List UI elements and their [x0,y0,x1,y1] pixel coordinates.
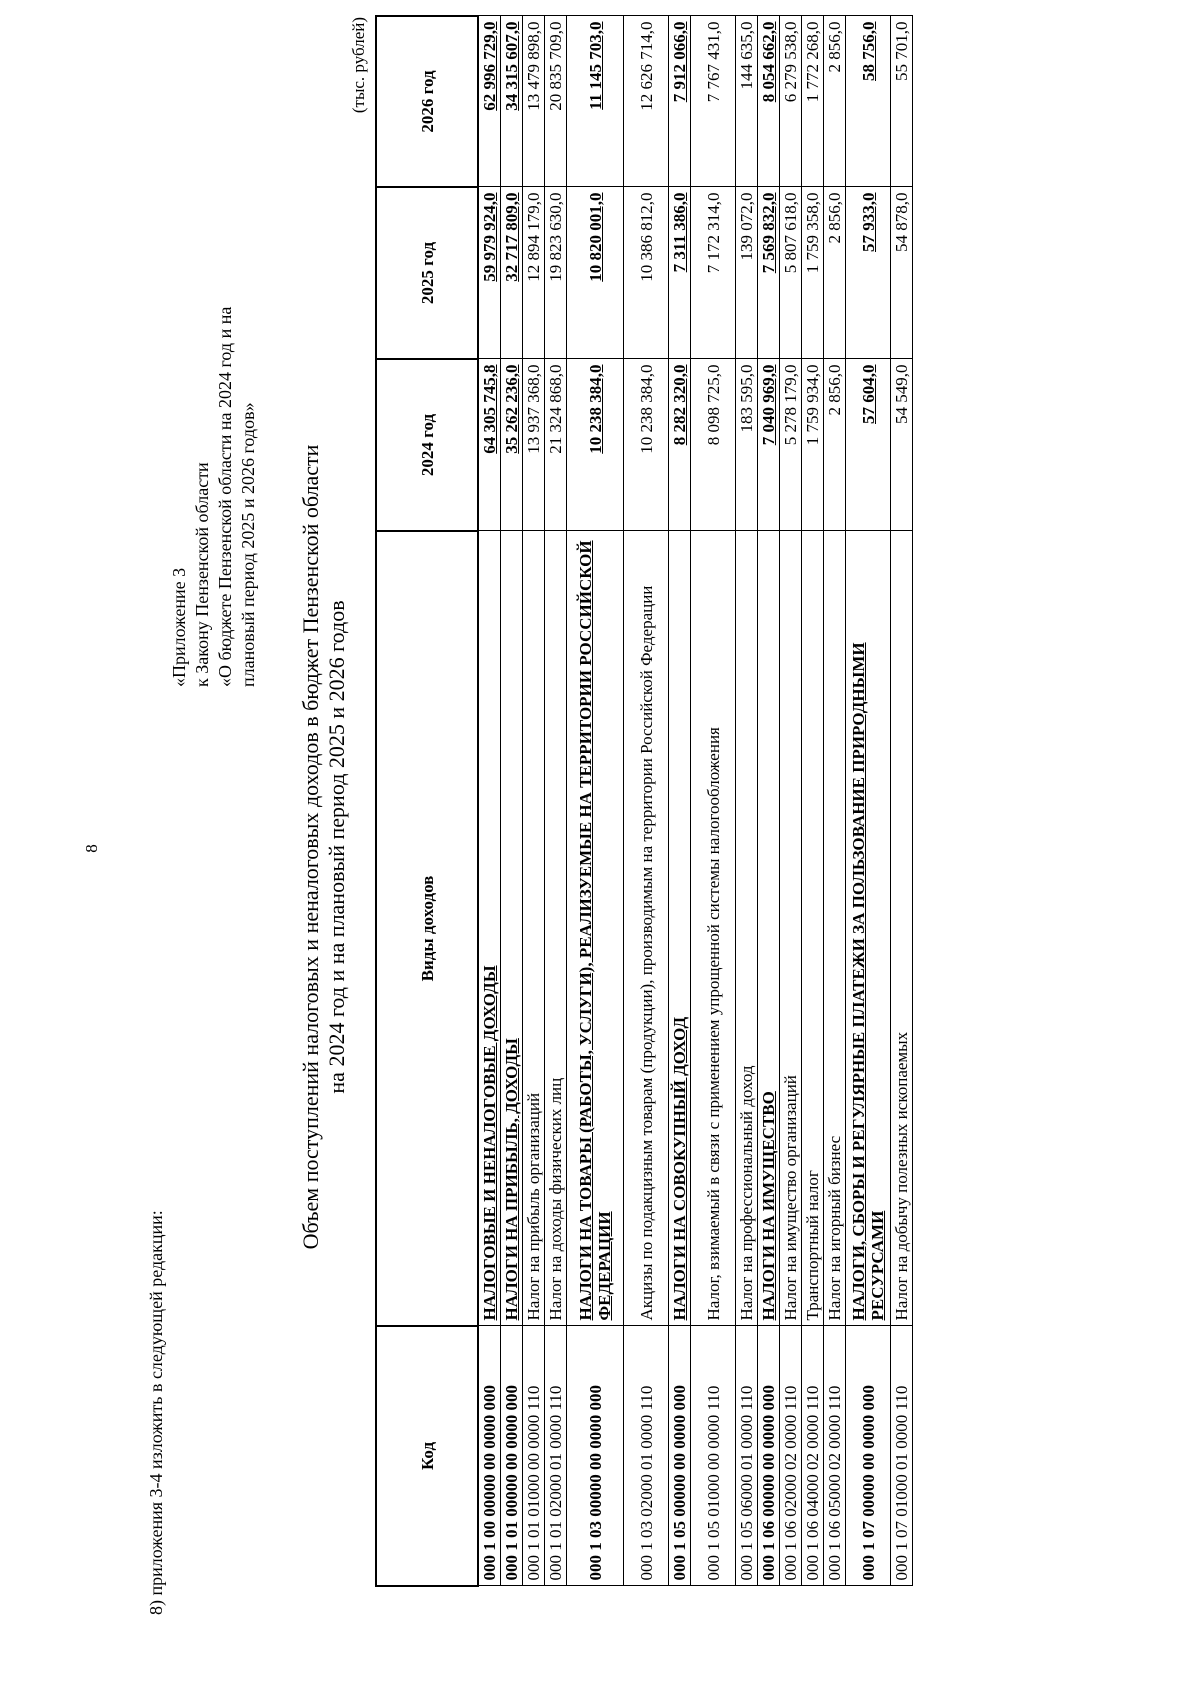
row-name: Налог на имущество организаций [780,531,802,1326]
row-value-2025: 59 979 924,0 [478,187,501,359]
table-row [523,16,545,1586]
row-value-2025: 7 311 386,0 [669,187,691,359]
row-value-2025: 139 072,0 [736,187,758,359]
row-name: НАЛОГИ НА ИМУЩЕСТВО [758,531,780,1326]
appendix-header [168,307,260,687]
row-code: 000 1 05 06000 01 0000 110 [736,1326,758,1586]
row-value-2026: 20 835 709,0 [545,16,567,187]
table-row [780,16,802,1586]
row-name: Налог, взимаемый в связи с применением упрощенной системы налогообложения [691,531,736,1326]
row-value-2026: 1 772 268,0 [802,16,824,187]
header-2024: 2024 год [376,359,478,531]
units-label: (тыс. рублей) [349,17,368,114]
header-2025: 2025 год [376,187,478,359]
page-number: 8 [82,844,101,853]
header-2026: 2026 год [376,16,478,187]
row-value-2024: 35 262 236,0 [501,359,523,531]
table-header-row [376,16,478,1586]
table-row [624,16,669,1586]
table-row [846,16,891,1586]
intro-text: 8) приложения 3-4 изложить в следующей редакции: [146,1210,166,1615]
table-row [501,16,523,1586]
row-value-2025: 1 759 358,0 [802,187,824,359]
appendix-line: к Закону Пензенской области [192,462,212,687]
title-line: Объем поступлений налоговых и неналоговых доходов в бюджет Пензенской области [298,444,323,1250]
row-value-2025: 54 878,0 [891,187,913,359]
row-name: НАЛОГИ НА ПРИБЫЛЬ, ДОХОДЫ [501,531,523,1326]
table-row [802,16,824,1586]
row-value-2026: 7 912 066,0 [669,16,691,187]
row-value-2026: 8 054 662,0 [758,16,780,187]
row-code: 000 1 03 00000 00 0000 000 [567,1326,624,1586]
row-name: Налог на прибыль организаций [523,531,545,1326]
appendix-line: «Приложение 3 [169,567,189,687]
row-code: 000 1 07 00000 00 0000 000 [846,1326,891,1586]
row-code: 000 1 01 00000 00 0000 000 [501,1326,523,1586]
row-value-2024: 7 040 969,0 [758,359,780,531]
row-value-2024: 10 238 384,0 [624,359,669,531]
row-name: НАЛОГОВЫЕ И НЕНАЛОГОВЫЕ ДОХОДЫ [478,531,501,1326]
title-line: на 2024 год и на плановый период 2025 и 2026 годов [324,600,349,1094]
table-row [567,16,624,1586]
row-code: 000 1 06 00000 00 0000 000 [758,1326,780,1586]
row-value-2024: 64 305 745,8 [478,359,501,531]
row-value-2026: 6 279 538,0 [780,16,802,187]
row-code: 000 1 07 01000 01 0000 110 [891,1326,913,1586]
row-value-2024: 54 549,0 [891,359,913,531]
row-value-2026: 34 315 607,0 [501,16,523,187]
row-value-2025: 7 172 314,0 [691,187,736,359]
row-name: Налог на профессиональный доход [736,531,758,1326]
table-row [736,16,758,1586]
header-code: Код [376,1326,478,1586]
row-name: Налог на добычу полезных ископаемых [891,531,913,1326]
row-value-2025: 19 823 630,0 [545,187,567,359]
row-value-2024: 5 278 179,0 [780,359,802,531]
table-row [545,16,567,1586]
row-code: 000 1 01 01000 00 0000 110 [523,1326,545,1586]
row-name: НАЛОГИ НА ТОВАРЫ (РАБОТЫ, УСЛУГИ), РЕАЛИЗУЕМЫЕ НА ТЕРРИТОРИИ РОССИЙСКОЙ ФЕДЕРАЦИИ [567,531,624,1326]
row-value-2026: 12 626 714,0 [624,16,669,187]
row-name: Акцизы по подакцизным товарам (продукции), производимым на территории Российской Федерации [624,531,669,1326]
row-code: 000 1 05 01000 00 0000 110 [691,1326,736,1586]
row-name: Налог на доходы физических лиц [545,531,567,1326]
row-value-2025: 7 569 832,0 [758,187,780,359]
row-value-2026: 55 701,0 [891,16,913,187]
row-code: 000 1 01 02000 01 0000 110 [545,1326,567,1586]
row-name: НАЛОГИ НА СОВОКУПНЫЙ ДОХОД [669,531,691,1326]
row-value-2025: 2 856,0 [824,187,846,359]
row-code: 000 1 06 04000 02 0000 110 [802,1326,824,1586]
table-row [478,16,501,1586]
row-value-2026: 13 479 898,0 [523,16,545,187]
row-name: НАЛОГИ, СБОРЫ И РЕГУЛЯРНЫЕ ПЛАТЕЖИ ЗА ПОЛЬЗОВАНИЕ ПРИРОДНЫМИ РЕСУРСАМИ [846,531,891,1326]
row-value-2025: 10 386 812,0 [624,187,669,359]
row-value-2026: 62 996 729,0 [478,16,501,187]
row-code: 000 1 06 05000 02 0000 110 [824,1326,846,1586]
row-value-2024: 21 324 868,0 [545,359,567,531]
row-code: 000 1 00 00000 00 0000 000 [478,1326,501,1586]
revenue-table [375,15,913,1587]
row-value-2024: 183 595,0 [736,359,758,531]
row-code: 000 1 03 02000 01 0000 110 [624,1326,669,1586]
row-value-2025: 57 933,0 [846,187,891,359]
row-value-2024: 1 759 934,0 [802,359,824,531]
row-value-2024: 2 856,0 [824,359,846,531]
row-value-2024: 57 604,0 [846,359,891,531]
row-name: Налог на игорный бизнес [824,531,846,1326]
row-value-2025: 10 820 001,0 [567,187,624,359]
row-value-2025: 32 717 809,0 [501,187,523,359]
row-name: Транспортный налог [802,531,824,1326]
table-row [758,16,780,1586]
row-value-2026: 58 756,0 [846,16,891,187]
appendix-line: плановый период 2025 и 2026 годов» [238,402,258,687]
row-value-2026: 11 145 703,0 [567,16,624,187]
row-value-2024: 13 937 368,0 [523,359,545,531]
document-title [298,147,350,1547]
row-code: 000 1 05 00000 00 0000 000 [669,1326,691,1586]
row-value-2025: 12 894 179,0 [523,187,545,359]
row-value-2026: 2 856,0 [824,16,846,187]
table-body [478,16,913,1586]
table-row [891,16,913,1586]
row-value-2024: 10 238 384,0 [567,359,624,531]
row-value-2024: 8 098 725,0 [691,359,736,531]
row-value-2026: 144 635,0 [736,16,758,187]
row-value-2026: 7 767 431,0 [691,16,736,187]
row-value-2025: 5 807 618,0 [780,187,802,359]
table-row [824,16,846,1586]
row-value-2024: 8 282 320,0 [669,359,691,531]
row-code: 000 1 06 02000 02 0000 110 [780,1326,802,1586]
table-row [669,16,691,1586]
header-name: Виды доходов [376,531,478,1326]
table-row [691,16,736,1586]
appendix-line: «О бюджете Пензенской области на 2024 год и на [215,306,235,687]
